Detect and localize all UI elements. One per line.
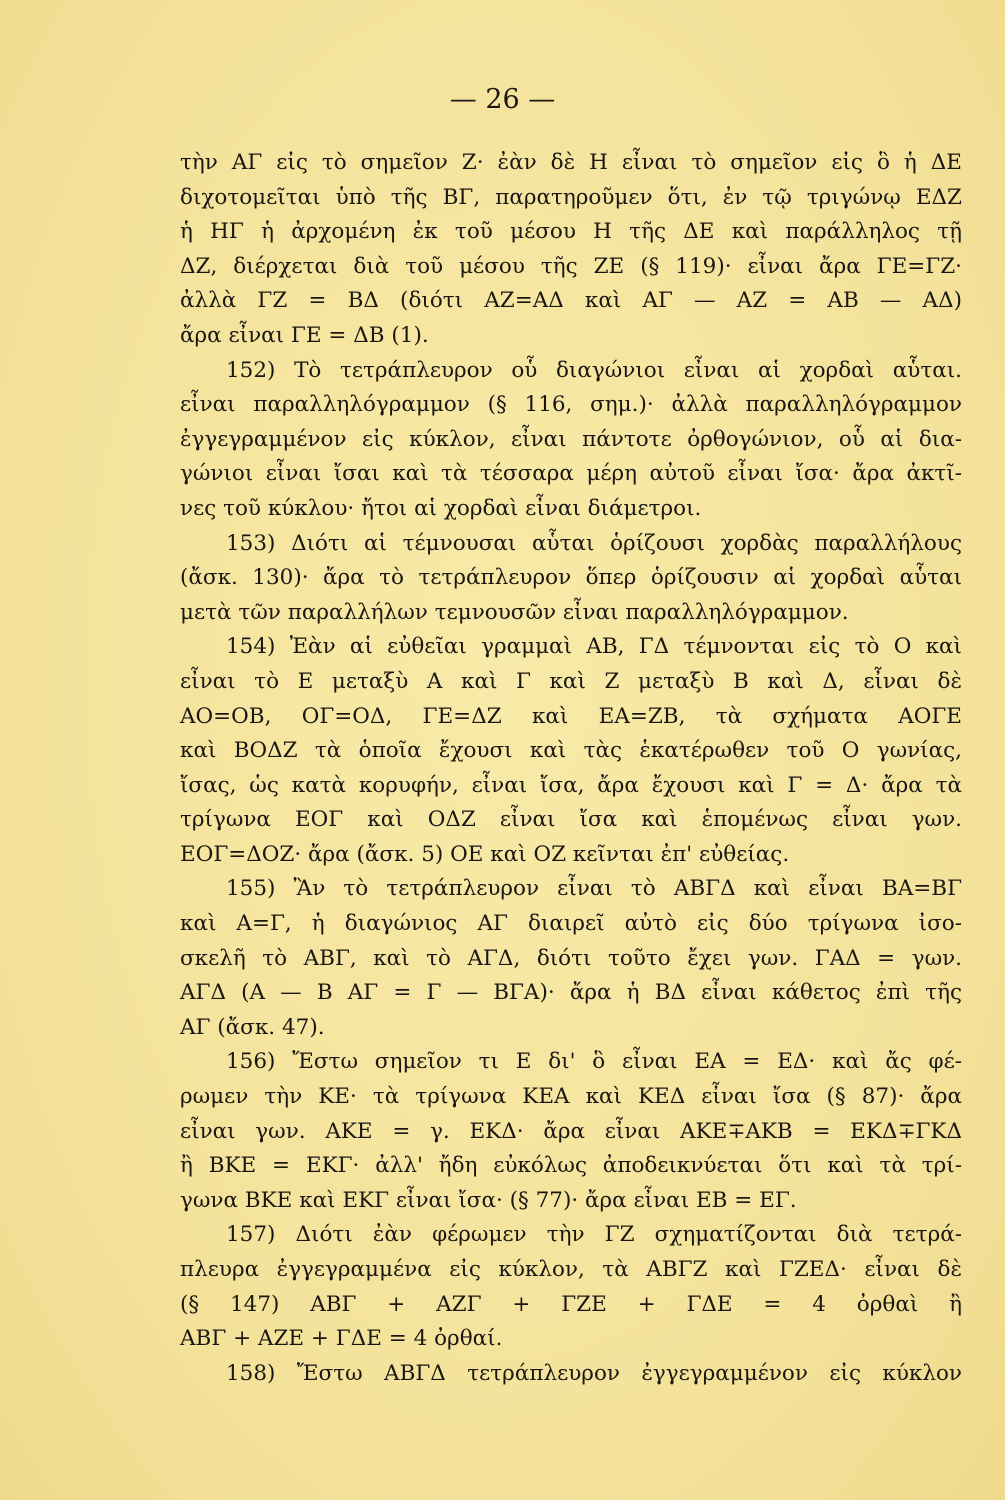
text-line: 157) Διότι ἐὰν φέρωμεν τὴν ΓΖ σχηματίζονται διὰ τετρά- [226,1222,962,1248]
text-line: ἴσας, ὡς κατὰ κορυφήν, εἶναι ἴσα, ἄρα ἔχουσι καὶ Γ = Δ· ἄρα τὰ [180,772,962,798]
text-line: σκελῆ τὸ ΑΒΓ, καὶ τὸ ΑΓΔ, διότι τοῦτο ἔχει γων. ΓΑΔ = γων. [180,945,962,971]
text-line: ἀλλὰ ΓΖ = ΒΔ (διότι ΑΖ=ΑΔ καὶ ΑΓ — ΑΖ = ΑΒ — ΑΔ) [180,288,962,314]
text-line: 156) Ἔστω σημεῖον τι Ε δι' ὃ εἶναι ΕΑ = ΕΔ· καὶ ἄς φέ- [226,1049,962,1075]
text-line: πλευρα ἐγγεγραμμένα εἰς κύκλον, τὰ ΑΒΓΖ καὶ ΓΖΕΔ· εἶναι δὲ [180,1257,962,1282]
text-line: (§ 147) ΑΒΓ + ΑΖΓ + ΓΖΕ + ΓΔΕ = 4 ὀρθαὶ ἢ [180,1291,962,1317]
text-line: ΔΖ, διέρχεται διὰ τοῦ μέσου τῆς ΖΕ (§ 119)· εἶναι ἄρα ΓΕ=ΓΖ· [180,253,962,279]
text-line: 153) Διότι αἱ τέμνουσαι αὗται ὁρίζουσι χορδὰς παραλλήλους [226,530,962,556]
text-line: εἶναι γων. ΑΚΕ = γ. ΕΚΔ· ἄρα εἶναι ΑΚΕ∓ΑΚΒ = ΕΚΔ∓ΓΚΔ [180,1118,962,1144]
text-line: διχοτομεῖται ὑπὸ τῆς ΒΓ, παρατηροῦμεν ὅτι, ἐν τῷ τριγώνῳ ΕΔΖ [180,184,962,210]
text-line: ἢ ΒΚΕ = ΕΚΓ· ἀλλ' ἤδη εὐκόλως ἀποδεικνύεται ὅτι καὶ τὰ τρί- [180,1153,962,1179]
text-line: τὴν ΑΓ εἰς τὸ σημεῖον Ζ· ἐὰν δὲ Η εἶναι τὸ σημεῖον εἰς ὃ ἡ ΔΕ [180,150,962,175]
text-line: μετὰ τῶν παραλλήλων τεμνουσῶν εἶναι παραλληλόγραμμον. [180,599,849,625]
text-line: καὶ ΒΟΔΖ τὰ ὁποῖα ἔχουσι καὶ τὰς ἑκατέρωθεν τοῦ Ο γωνίας, [180,738,962,764]
text-line: γωνα ΒΚΕ καὶ ΕΚΓ εἶναι ἴσα· (§ 77)· ἄρα εἶναι ΕΒ = ΕΓ. [180,1187,797,1213]
text-line: εἶναι τὸ Ε μεταξὺ Α καὶ Γ καὶ Ζ μεταξὺ Β καὶ Δ, εἶναι δὲ [180,668,962,694]
text-line: ΑΓ (ἄσκ. 47). [180,1014,325,1040]
text-line: ΑΟ=ΟΒ, ΟΓ=ΟΔ, ΓΕ=ΔΖ καὶ ΕΑ=ΖΒ, τὰ σχήματα ΑΟΓΕ [180,703,962,729]
text-line: 155) Ἂν τὸ τετράπλευρον εἶναι τὸ ΑΒΓΔ καὶ εἶναι ΒΑ=ΒΓ [226,876,962,902]
text-line: ρωμεν τὴν ΚΕ· τὰ τρίγωνα ΚΕΑ καὶ ΚΕΔ εἶναι ἴσα (§ 87)· ἄρα [180,1084,962,1110]
body-text [180,146,962,1391]
text-line: νες τοῦ κύκλου· ἤτοι αἱ χορδαὶ εἶναι διάμετροι. [180,495,702,521]
text-line: 154) Ἐὰν αἱ εὐθεῖαι γραμμαὶ ΑΒ, ΓΔ τέμνονται εἰς τὸ Ο καὶ [226,634,962,660]
text-line: ΑΓΔ (Α — Β ΑΓ = Γ — ΒΓΑ)· ἄρα ἡ ΒΔ εἶναι κάθετος ἐπὶ τῆς [180,980,962,1006]
text-line: ΑΒΓ + ΑΖΕ + ΓΔΕ = 4 ὀρθαί. [180,1326,503,1352]
text-line: ἄρα εἶναι ΓΕ = ΔΒ (1). [180,322,429,348]
text-line: γώνιοι εἶναι ἴσαι καὶ τὰ τέσσαρα μέρη αὐτοῦ εἶναι ἴσα· ἄρα ἀκτῖ- [180,461,962,487]
text-line: 158) Ἔστω ΑΒΓΔ τετράπλευρον ἐγγεγραμμένον εἰς κύκλον [226,1360,962,1386]
text-line: 152) Τὸ τετράπλευρον οὗ διαγώνιοι εἶναι αἱ χορδαὶ αὗται. [226,357,962,383]
text-line: ἐγγεγραμμένον εἰς κύκλον, εἶναι πάντοτε ὀρθογώνιον, οὗ αἱ δια- [180,426,962,452]
text-line: εἶναι παραλληλόγραμμον (§ 116, σημ.)· ἀλλὰ παραλληλόγραμμον [180,392,962,418]
page-number: — 26 — [449,84,556,115]
text-line: (ἄσκ. 130)· ἄρα τὸ τετράπλευρον ὅπερ ὁρίζουσιν αἱ χορδαὶ αὗται [180,565,962,591]
text-line: ΕΟΓ=ΔΟΖ· ἄρα (ἄσκ. 5) ΟΕ καὶ ΟΖ κεῖνται ἐπ' εὐθείας. [180,841,790,867]
text-line: ἡ ΗΓ ἡ ἀρχομένη ἐκ τοῦ μέσου Η τῆς ΔΕ καὶ παράλληλος τῇ [180,219,962,245]
text-line: τρίγωνα ΕΟΓ καὶ ΟΔΖ εἶναι ἴσα καὶ ἑπομένως εἶναι γων. [180,807,962,833]
text-line: καὶ Α=Γ, ἡ διαγώνιος ΑΓ διαιρεῖ αὐτὸ εἰς δύο τρίγωνα ἰσο- [180,911,962,937]
